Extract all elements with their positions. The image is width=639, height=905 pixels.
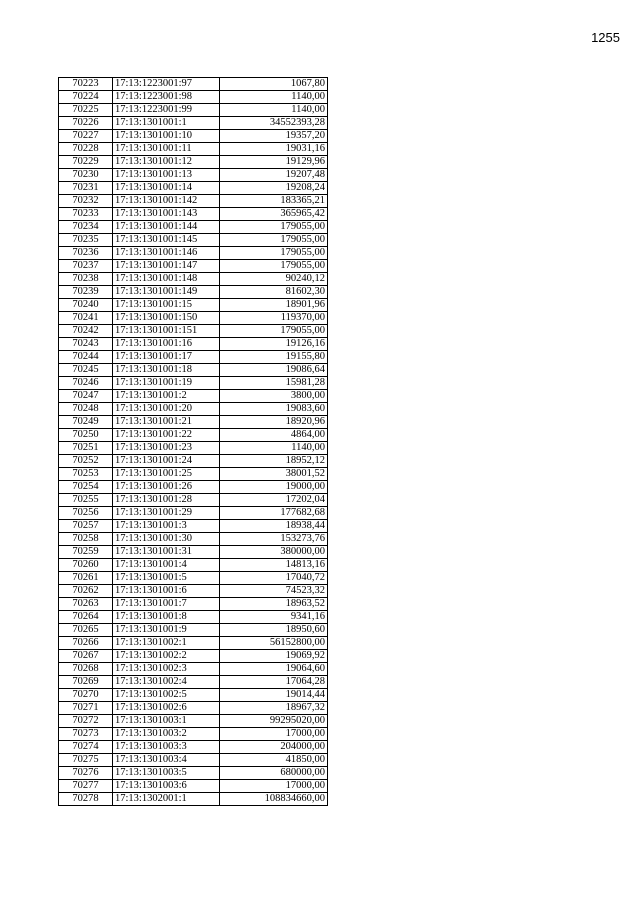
row-number-cell: 70228 <box>59 143 113 156</box>
value-cell: 17000,00 <box>220 780 328 793</box>
value-cell: 19208,24 <box>220 182 328 195</box>
table-row <box>59 416 328 429</box>
cadastral-number-cell: 17:13:1301001:30 <box>113 533 220 546</box>
row-number-cell: 70263 <box>59 598 113 611</box>
cadastral-number-cell: 17:13:1301001:28 <box>113 494 220 507</box>
value-cell: 19207,48 <box>220 169 328 182</box>
cadastral-number-cell: 17:13:1301001:6 <box>113 585 220 598</box>
value-cell: 18952,12 <box>220 455 328 468</box>
row-number-cell: 70230 <box>59 169 113 182</box>
page-number: 1255 <box>591 30 620 45</box>
value-cell: 18938,44 <box>220 520 328 533</box>
value-cell: 19069,92 <box>220 650 328 663</box>
cadastral-number-cell: 17:13:1301002:3 <box>113 663 220 676</box>
cadastral-value-table <box>58 77 328 806</box>
value-cell: 1140,00 <box>220 104 328 117</box>
cadastral-number-cell: 17:13:1302001:1 <box>113 793 220 806</box>
cadastral-number-cell: 17:13:1301001:29 <box>113 507 220 520</box>
table-row <box>59 507 328 520</box>
table-row <box>59 117 328 130</box>
row-number-cell: 70227 <box>59 130 113 143</box>
cadastral-number-cell: 17:13:1301001:13 <box>113 169 220 182</box>
table-row <box>59 455 328 468</box>
cadastral-number-cell: 17:13:1301001:26 <box>113 481 220 494</box>
value-cell: 1140,00 <box>220 91 328 104</box>
table-row <box>59 143 328 156</box>
table-row <box>59 637 328 650</box>
table-row <box>59 351 328 364</box>
value-cell: 108834660,00 <box>220 793 328 806</box>
table-row <box>59 559 328 572</box>
table-row <box>59 338 328 351</box>
value-cell: 204000,00 <box>220 741 328 754</box>
value-cell: 18963,52 <box>220 598 328 611</box>
table-row <box>59 546 328 559</box>
row-number-cell: 70242 <box>59 325 113 338</box>
table-row <box>59 325 328 338</box>
row-number-cell: 70256 <box>59 507 113 520</box>
cadastral-number-cell: 17:13:1301003:1 <box>113 715 220 728</box>
table-row <box>59 468 328 481</box>
cadastral-number-cell: 17:13:1301001:149 <box>113 286 220 299</box>
row-number-cell: 70250 <box>59 429 113 442</box>
cadastral-number-cell: 17:13:1301001:23 <box>113 442 220 455</box>
cadastral-number-cell: 17:13:1223001:97 <box>113 78 220 91</box>
row-number-cell: 70267 <box>59 650 113 663</box>
value-cell: 34552393,28 <box>220 117 328 130</box>
value-cell: 19000,00 <box>220 481 328 494</box>
value-cell: 19357,20 <box>220 130 328 143</box>
table-row <box>59 676 328 689</box>
value-cell: 680000,00 <box>220 767 328 780</box>
cadastral-number-cell: 17:13:1223001:98 <box>113 91 220 104</box>
cadastral-number-cell: 17:13:1301001:7 <box>113 598 220 611</box>
row-number-cell: 70234 <box>59 221 113 234</box>
table-row <box>59 377 328 390</box>
cadastral-number-cell: 17:13:1301001:4 <box>113 559 220 572</box>
row-number-cell: 70229 <box>59 156 113 169</box>
table-row <box>59 390 328 403</box>
value-cell: 19086,64 <box>220 364 328 377</box>
row-number-cell: 70262 <box>59 585 113 598</box>
row-number-cell: 70272 <box>59 715 113 728</box>
cadastral-number-cell: 17:13:1301001:142 <box>113 195 220 208</box>
table-row <box>59 702 328 715</box>
table-row <box>59 572 328 585</box>
value-cell: 179055,00 <box>220 247 328 260</box>
value-cell: 17000,00 <box>220 728 328 741</box>
value-cell: 19014,44 <box>220 689 328 702</box>
cadastral-number-cell: 17:13:1301003:4 <box>113 754 220 767</box>
row-number-cell: 70276 <box>59 767 113 780</box>
row-number-cell: 70238 <box>59 273 113 286</box>
value-cell: 4864,00 <box>220 429 328 442</box>
row-number-cell: 70278 <box>59 793 113 806</box>
value-cell: 41850,00 <box>220 754 328 767</box>
cadastral-number-cell: 17:13:1301001:8 <box>113 611 220 624</box>
row-number-cell: 70223 <box>59 78 113 91</box>
value-cell: 179055,00 <box>220 260 328 273</box>
table-row <box>59 494 328 507</box>
value-cell: 119370,00 <box>220 312 328 325</box>
row-number-cell: 70224 <box>59 91 113 104</box>
row-number-cell: 70245 <box>59 364 113 377</box>
cadastral-number-cell: 17:13:1301001:1 <box>113 117 220 130</box>
value-cell: 19083,60 <box>220 403 328 416</box>
cadastral-number-cell: 17:13:1301001:144 <box>113 221 220 234</box>
value-cell: 15981,28 <box>220 377 328 390</box>
row-number-cell: 70248 <box>59 403 113 416</box>
value-cell: 90240,12 <box>220 273 328 286</box>
cadastral-number-cell: 17:13:1223001:99 <box>113 104 220 117</box>
table-row <box>59 286 328 299</box>
cadastral-number-cell: 17:13:1301003:5 <box>113 767 220 780</box>
table-row <box>59 104 328 117</box>
row-number-cell: 70268 <box>59 663 113 676</box>
cadastral-number-cell: 17:13:1301001:19 <box>113 377 220 390</box>
value-cell: 17040,72 <box>220 572 328 585</box>
cadastral-number-cell: 17:13:1301001:2 <box>113 390 220 403</box>
cadastral-number-cell: 17:13:1301001:143 <box>113 208 220 221</box>
table-row <box>59 221 328 234</box>
row-number-cell: 70239 <box>59 286 113 299</box>
table-row <box>59 312 328 325</box>
table-row <box>59 780 328 793</box>
value-cell: 179055,00 <box>220 234 328 247</box>
cadastral-number-cell: 17:13:1301001:22 <box>113 429 220 442</box>
value-cell: 18950,60 <box>220 624 328 637</box>
row-number-cell: 70243 <box>59 338 113 351</box>
table-row <box>59 585 328 598</box>
value-cell: 19129,96 <box>220 156 328 169</box>
table-row <box>59 728 328 741</box>
table-row <box>59 793 328 806</box>
value-cell: 177682,68 <box>220 507 328 520</box>
row-number-cell: 70273 <box>59 728 113 741</box>
table-row <box>59 429 328 442</box>
row-number-cell: 70251 <box>59 442 113 455</box>
table-row <box>59 169 328 182</box>
cadastral-number-cell: 17:13:1301002:2 <box>113 650 220 663</box>
value-cell: 14813,16 <box>220 559 328 572</box>
value-cell: 99295020,00 <box>220 715 328 728</box>
value-cell: 1067,80 <box>220 78 328 91</box>
table-row <box>59 247 328 260</box>
row-number-cell: 70259 <box>59 546 113 559</box>
table-row <box>59 533 328 546</box>
cadastral-number-cell: 17:13:1301001:24 <box>113 455 220 468</box>
row-number-cell: 70271 <box>59 702 113 715</box>
value-cell: 19155,80 <box>220 351 328 364</box>
row-number-cell: 70252 <box>59 455 113 468</box>
cadastral-number-cell: 17:13:1301001:147 <box>113 260 220 273</box>
table-row <box>59 442 328 455</box>
row-number-cell: 70260 <box>59 559 113 572</box>
cadastral-number-cell: 17:13:1301001:146 <box>113 247 220 260</box>
value-cell: 81602,30 <box>220 286 328 299</box>
table-row <box>59 364 328 377</box>
row-number-cell: 70237 <box>59 260 113 273</box>
row-number-cell: 70241 <box>59 312 113 325</box>
table-row <box>59 663 328 676</box>
row-number-cell: 70264 <box>59 611 113 624</box>
value-cell: 179055,00 <box>220 221 328 234</box>
row-number-cell: 70277 <box>59 780 113 793</box>
cadastral-number-cell: 17:13:1301001:151 <box>113 325 220 338</box>
row-number-cell: 70226 <box>59 117 113 130</box>
table-row <box>59 754 328 767</box>
value-cell: 19031,16 <box>220 143 328 156</box>
cadastral-number-cell: 17:13:1301001:15 <box>113 299 220 312</box>
cadastral-number-cell: 17:13:1301002:4 <box>113 676 220 689</box>
row-number-cell: 70232 <box>59 195 113 208</box>
table-row <box>59 598 328 611</box>
cadastral-number-cell: 17:13:1301001:21 <box>113 416 220 429</box>
cadastral-number-cell: 17:13:1301002:1 <box>113 637 220 650</box>
cadastral-number-cell: 17:13:1301001:145 <box>113 234 220 247</box>
cadastral-number-cell: 17:13:1301001:9 <box>113 624 220 637</box>
cadastral-number-cell: 17:13:1301001:11 <box>113 143 220 156</box>
row-number-cell: 70240 <box>59 299 113 312</box>
value-cell: 1140,00 <box>220 442 328 455</box>
cadastral-number-cell: 17:13:1301001:17 <box>113 351 220 364</box>
row-number-cell: 70235 <box>59 234 113 247</box>
table-row <box>59 741 328 754</box>
row-number-cell: 70270 <box>59 689 113 702</box>
row-number-cell: 70254 <box>59 481 113 494</box>
row-number-cell: 70236 <box>59 247 113 260</box>
value-cell: 18920,96 <box>220 416 328 429</box>
table-row <box>59 182 328 195</box>
row-number-cell: 70274 <box>59 741 113 754</box>
cadastral-number-cell: 17:13:1301001:3 <box>113 520 220 533</box>
table-row <box>59 273 328 286</box>
table-row <box>59 234 328 247</box>
table-row <box>59 650 328 663</box>
table-row <box>59 403 328 416</box>
cadastral-number-cell: 17:13:1301001:5 <box>113 572 220 585</box>
table-row <box>59 299 328 312</box>
value-cell: 153273,76 <box>220 533 328 546</box>
value-cell: 9341,16 <box>220 611 328 624</box>
row-number-cell: 70261 <box>59 572 113 585</box>
table-row <box>59 520 328 533</box>
cadastral-number-cell: 17:13:1301001:31 <box>113 546 220 559</box>
value-cell: 17202,04 <box>220 494 328 507</box>
value-cell: 380000,00 <box>220 546 328 559</box>
value-cell: 74523,32 <box>220 585 328 598</box>
cadastral-number-cell: 17:13:1301001:10 <box>113 130 220 143</box>
table-row <box>59 260 328 273</box>
table-row <box>59 715 328 728</box>
row-number-cell: 70258 <box>59 533 113 546</box>
table-row <box>59 481 328 494</box>
row-number-cell: 70275 <box>59 754 113 767</box>
cadastral-number-cell: 17:13:1301001:20 <box>113 403 220 416</box>
row-number-cell: 70247 <box>59 390 113 403</box>
table-row <box>59 767 328 780</box>
table-row <box>59 156 328 169</box>
table-row <box>59 195 328 208</box>
cadastral-number-cell: 17:13:1301001:14 <box>113 182 220 195</box>
row-number-cell: 70244 <box>59 351 113 364</box>
value-cell: 183365,21 <box>220 195 328 208</box>
cadastral-number-cell: 17:13:1301003:6 <box>113 780 220 793</box>
table-row <box>59 91 328 104</box>
table-body <box>59 78 328 806</box>
table-row <box>59 624 328 637</box>
row-number-cell: 70249 <box>59 416 113 429</box>
value-cell: 17064,28 <box>220 676 328 689</box>
row-number-cell: 70255 <box>59 494 113 507</box>
row-number-cell: 70253 <box>59 468 113 481</box>
row-number-cell: 70233 <box>59 208 113 221</box>
value-cell: 56152800,00 <box>220 637 328 650</box>
table-row <box>59 208 328 221</box>
cadastral-number-cell: 17:13:1301001:148 <box>113 273 220 286</box>
value-cell: 38001,52 <box>220 468 328 481</box>
cadastral-number-cell: 17:13:1301002:6 <box>113 702 220 715</box>
cadastral-number-cell: 17:13:1301003:3 <box>113 741 220 754</box>
cadastral-number-cell: 17:13:1301003:2 <box>113 728 220 741</box>
table-row <box>59 689 328 702</box>
row-number-cell: 70225 <box>59 104 113 117</box>
cadastral-number-cell: 17:13:1301002:5 <box>113 689 220 702</box>
table-row <box>59 130 328 143</box>
value-cell: 18901,96 <box>220 299 328 312</box>
value-cell: 179055,00 <box>220 325 328 338</box>
cadastral-number-cell: 17:13:1301001:16 <box>113 338 220 351</box>
cadastral-number-cell: 17:13:1301001:25 <box>113 468 220 481</box>
table-row <box>59 78 328 91</box>
value-cell: 18967,32 <box>220 702 328 715</box>
row-number-cell: 70231 <box>59 182 113 195</box>
cadastral-number-cell: 17:13:1301001:18 <box>113 364 220 377</box>
row-number-cell: 70265 <box>59 624 113 637</box>
row-number-cell: 70246 <box>59 377 113 390</box>
value-cell: 19064,60 <box>220 663 328 676</box>
row-number-cell: 70266 <box>59 637 113 650</box>
row-number-cell: 70257 <box>59 520 113 533</box>
value-cell: 19126,16 <box>220 338 328 351</box>
row-number-cell: 70269 <box>59 676 113 689</box>
value-cell: 3800,00 <box>220 390 328 403</box>
cadastral-number-cell: 17:13:1301001:150 <box>113 312 220 325</box>
table-row <box>59 611 328 624</box>
value-cell: 365965,42 <box>220 208 328 221</box>
cadastral-number-cell: 17:13:1301001:12 <box>113 156 220 169</box>
